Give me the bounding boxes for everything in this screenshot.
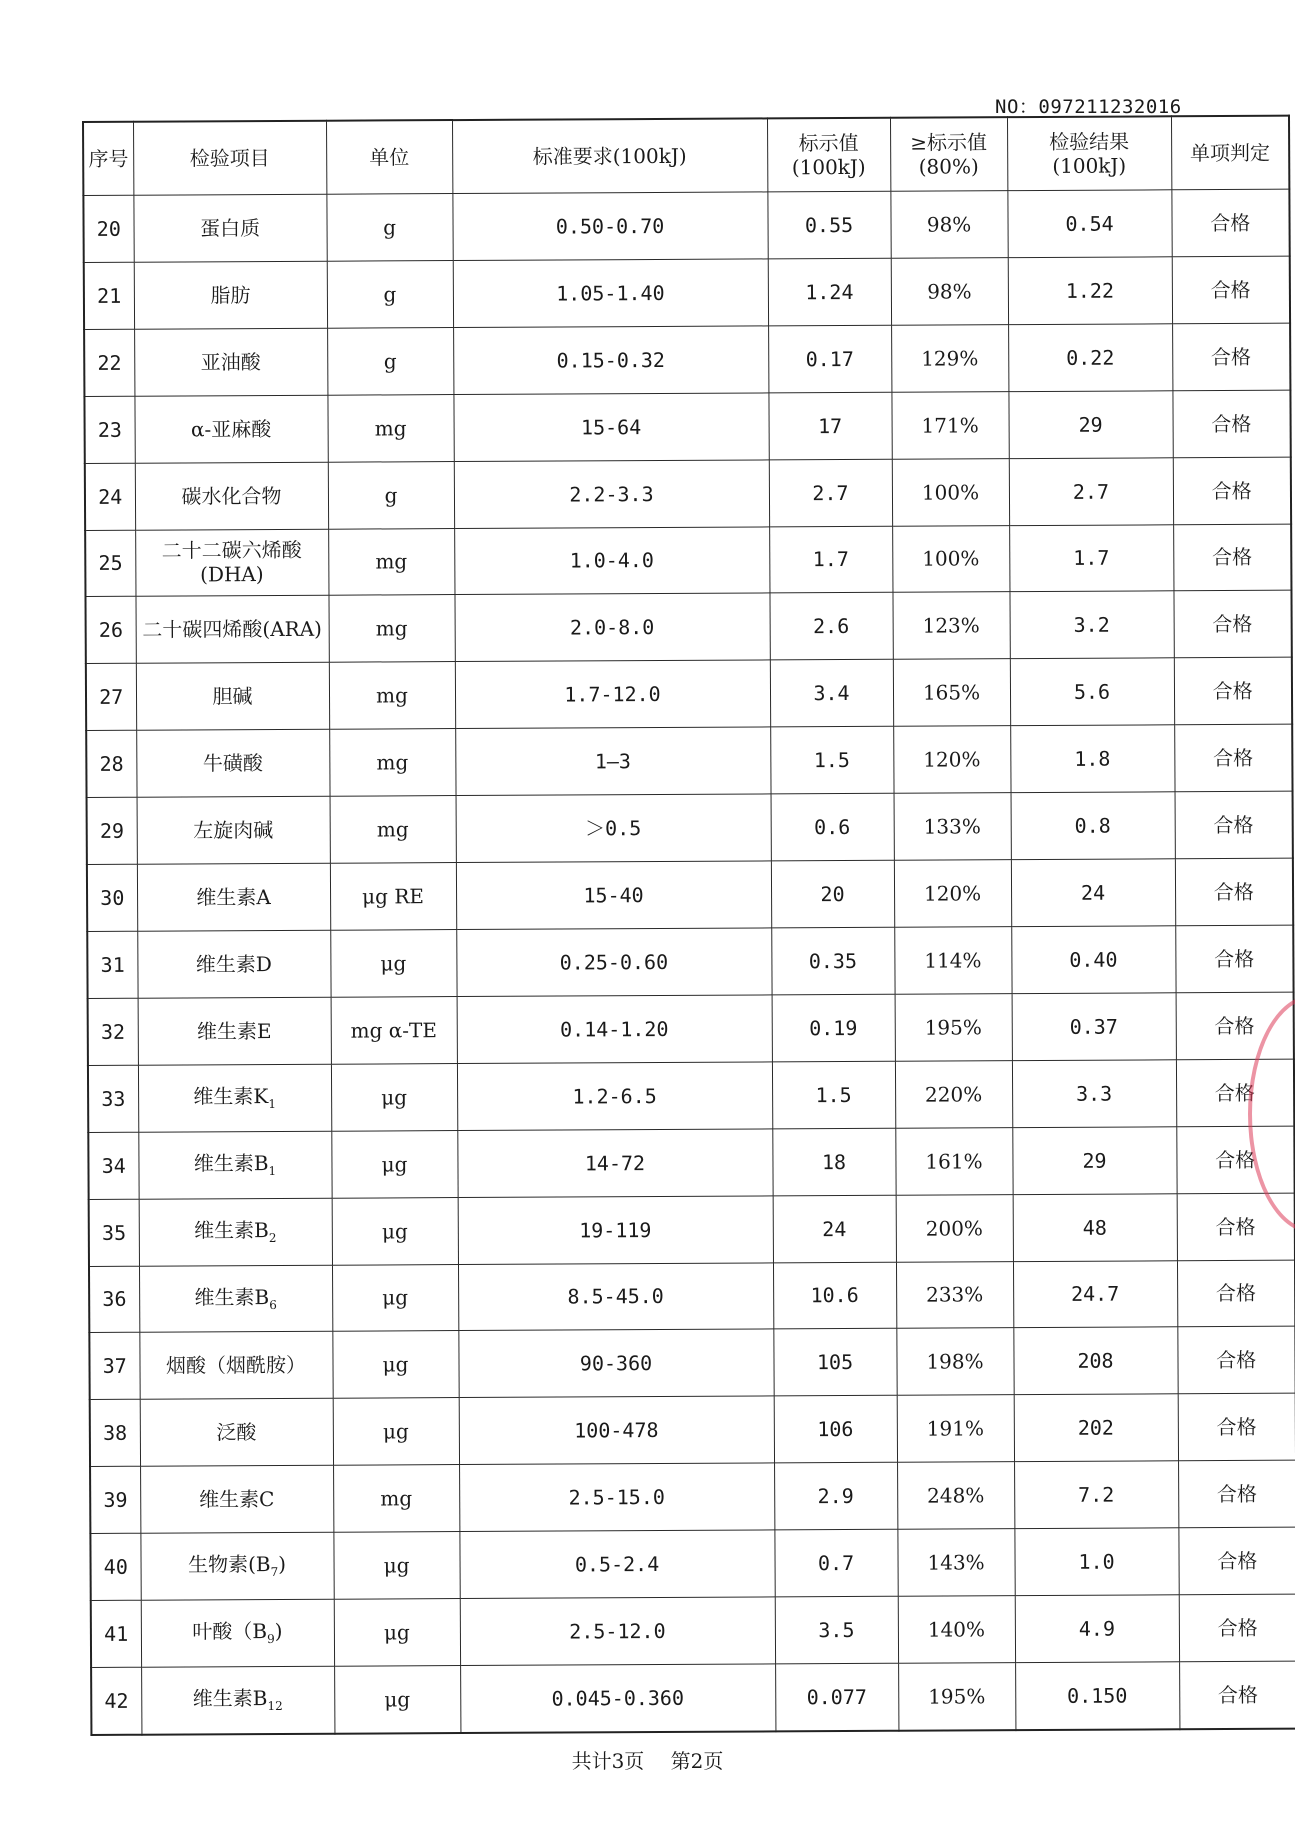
cell-label-value: 18 xyxy=(772,1128,895,1196)
table-row xyxy=(83,189,1289,262)
cell-result: 24 xyxy=(1011,859,1175,927)
item-name: 维生素A xyxy=(196,885,271,910)
cell-result: 0.22 xyxy=(1008,324,1172,392)
table-row xyxy=(88,1059,1294,1132)
header-verdict: 单项判定 xyxy=(1171,116,1289,190)
cell-verdict: 合格 xyxy=(1179,1594,1295,1662)
page-footer xyxy=(0,1745,1295,1774)
cell-unit: mg xyxy=(329,729,455,797)
cell-label-value: 2.6 xyxy=(769,593,892,661)
cell-label-value: 3.5 xyxy=(775,1596,898,1664)
item-name: 亚油酸 xyxy=(200,349,261,375)
cell-item xyxy=(139,1332,332,1400)
header-item: 检验项目 xyxy=(133,121,326,196)
item-name: 二十二碳六烯酸 xyxy=(161,538,302,564)
cell-standard: 0.14-1.20 xyxy=(457,995,772,1064)
item-subscript: 6 xyxy=(269,1297,277,1312)
cell-standard: 15-64 xyxy=(453,393,768,462)
cell-standard: 2.5-15.0 xyxy=(459,1463,774,1532)
cell-standard: 1—3 xyxy=(455,727,770,796)
cell-seq: 42 xyxy=(91,1667,141,1735)
cell-seq: 28 xyxy=(86,730,136,797)
cell-item xyxy=(135,462,328,530)
cell-seq: 39 xyxy=(90,1466,140,1533)
cell-ratio: 195% xyxy=(898,1663,1015,1731)
item-subscript: 12 xyxy=(267,1699,283,1714)
cell-verdict: 合格 xyxy=(1173,457,1291,525)
header-label-value-line2: (100kJ) xyxy=(791,154,866,180)
cell-standard: 19-119 xyxy=(458,1195,773,1264)
table-header-row xyxy=(83,116,1289,196)
header-label-value-line1: 标示值 xyxy=(798,130,859,156)
cell-result: 0.40 xyxy=(1011,926,1175,994)
cell-result: 208 xyxy=(1013,1327,1177,1395)
cell-standard: 100-478 xyxy=(459,1396,774,1465)
item-name-line2: (DHA) xyxy=(200,562,264,587)
cell-standard: 0.5-2.4 xyxy=(459,1530,774,1599)
cell-ratio: 198% xyxy=(896,1328,1013,1396)
cell-result: 48 xyxy=(1013,1193,1177,1261)
cell-result: 0.8 xyxy=(1011,792,1175,860)
cell-seq: 25 xyxy=(85,530,135,597)
item-name: 烟酸（烟酰胺） xyxy=(165,1353,307,1378)
cell-ratio: 114% xyxy=(894,927,1011,995)
table-row xyxy=(90,1460,1295,1533)
header-ratio-line1: ≥标示值 xyxy=(910,130,988,155)
cell-item xyxy=(137,863,330,931)
cell-standard: 0.50-0.70 xyxy=(452,192,767,261)
table-row xyxy=(85,457,1291,530)
cell-ratio: 120% xyxy=(893,726,1010,794)
cell-seq: 27 xyxy=(86,664,136,731)
table-row xyxy=(89,1193,1295,1266)
cell-seq: 26 xyxy=(85,597,135,664)
header-result-line1: 检验结果 xyxy=(1049,129,1130,154)
cell-seq: 22 xyxy=(84,329,134,396)
item-name: 碳水化合物 xyxy=(181,483,282,509)
cell-label-value: 1.7 xyxy=(769,526,892,594)
item-name: 叶酸（B xyxy=(192,1619,268,1644)
cell-unit: mg α-TE xyxy=(331,996,457,1064)
cell-result: 0.150 xyxy=(1015,1662,1179,1730)
item-name: 维生素D xyxy=(195,951,272,977)
cell-label-value: 24 xyxy=(773,1195,896,1263)
cell-result: 24.7 xyxy=(1013,1260,1177,1328)
total-pages: 共计3页 xyxy=(571,1749,645,1773)
item-name: 维生素C xyxy=(199,1487,275,1512)
table-row xyxy=(86,658,1292,731)
header-seq: 序号 xyxy=(83,122,133,196)
table-row xyxy=(90,1527,1295,1600)
cell-seq: 36 xyxy=(89,1266,139,1333)
cell-item xyxy=(135,529,328,597)
cell-seq: 30 xyxy=(87,864,137,931)
cell-verdict: 合格 xyxy=(1172,323,1290,391)
cell-verdict: 合格 xyxy=(1175,858,1293,926)
cell-ratio: 143% xyxy=(897,1529,1014,1597)
cell-verdict: 合格 xyxy=(1171,189,1289,257)
header-result xyxy=(1007,116,1171,190)
cell-seq: 34 xyxy=(88,1132,138,1199)
cell-verdict: 合格 xyxy=(1177,1327,1295,1395)
item-name: 维生素B xyxy=(194,1217,269,1243)
report-number: NO：097211232016 xyxy=(995,96,1182,118)
cell-ratio: 100% xyxy=(892,458,1009,526)
cell-standard: 0.15-0.32 xyxy=(453,326,768,395)
cell-label-value: 20 xyxy=(771,860,894,928)
cell-standard: 15-40 xyxy=(456,861,771,930)
cell-ratio: 161% xyxy=(895,1127,1012,1195)
item-subscript: 1 xyxy=(268,1163,277,1178)
cell-label-value: 1.24 xyxy=(768,258,891,326)
cell-ratio: 133% xyxy=(894,793,1011,861)
cell-result: 2.7 xyxy=(1009,457,1173,525)
cell-ratio: 129% xyxy=(891,324,1008,392)
table-row xyxy=(88,992,1294,1065)
cell-result: 0.54 xyxy=(1007,190,1171,258)
header-standard: 标准要求(100kJ) xyxy=(452,118,767,193)
cell-seq: 32 xyxy=(88,998,138,1065)
table-row xyxy=(86,724,1292,797)
cell-ratio: 98% xyxy=(890,191,1007,259)
header-result-line2: (100kJ) xyxy=(1052,153,1127,178)
cell-item xyxy=(137,796,330,864)
cell-result: 1.7 xyxy=(1009,524,1173,592)
cell-ratio: 200% xyxy=(896,1194,1013,1262)
cell-item xyxy=(140,1399,333,1467)
item-name: 二十碳四烯酸(ARA) xyxy=(142,617,323,643)
cell-result: 1.0 xyxy=(1014,1528,1178,1596)
table-row xyxy=(89,1260,1295,1333)
cell-label-value: 0.077 xyxy=(775,1663,898,1731)
item-subscript: 9 xyxy=(267,1632,275,1647)
table-row xyxy=(88,1126,1294,1199)
cell-label-value: 2.9 xyxy=(774,1462,897,1530)
cell-item xyxy=(141,1666,334,1735)
cell-result: 1.8 xyxy=(1010,725,1174,793)
cell-label-value: 0.6 xyxy=(771,793,894,861)
cell-verdict: 合格 xyxy=(1176,1126,1294,1194)
item-name: 泛酸 xyxy=(216,1420,257,1445)
cell-item xyxy=(140,1465,333,1533)
cell-standard: ＞0.5 xyxy=(456,794,771,863)
cell-seq: 20 xyxy=(83,195,133,262)
cell-verdict: 合格 xyxy=(1172,390,1290,458)
cell-unit: μg xyxy=(333,1398,459,1466)
table-row xyxy=(89,1327,1295,1400)
header-ratio xyxy=(890,117,1007,191)
cell-verdict: 合格 xyxy=(1177,1260,1295,1328)
cell-result: 29 xyxy=(1008,391,1172,459)
cell-ratio: 248% xyxy=(897,1462,1014,1530)
cell-item xyxy=(138,997,331,1065)
cell-seq: 23 xyxy=(84,396,134,463)
cell-label-value: 1.5 xyxy=(770,727,893,795)
cell-seq: 24 xyxy=(85,463,135,530)
cell-seq: 33 xyxy=(88,1065,138,1132)
cell-seq: 40 xyxy=(90,1533,140,1600)
item-subscript: 1 xyxy=(268,1097,276,1112)
cell-standard: 1.2-6.5 xyxy=(457,1062,772,1131)
cell-label-value: 106 xyxy=(774,1396,897,1464)
cell-label-value: 10.6 xyxy=(773,1262,896,1330)
cell-seq: 29 xyxy=(87,797,137,864)
cell-unit: μg xyxy=(331,1063,457,1131)
item-name: 左旋肉碱 xyxy=(193,818,274,843)
cell-ratio: 120% xyxy=(894,860,1011,928)
cell-ratio: 191% xyxy=(897,1395,1014,1463)
cell-seq: 41 xyxy=(91,1600,141,1667)
table-body xyxy=(83,189,1295,1735)
table-row xyxy=(87,925,1293,998)
cell-standard: 2.2-3.3 xyxy=(454,460,769,529)
cell-result: 5.6 xyxy=(1010,658,1174,726)
item-name: 维生素B xyxy=(193,1150,269,1176)
cell-label-value: 0.17 xyxy=(768,325,891,393)
item-subscript: 7 xyxy=(270,1565,279,1580)
cell-item xyxy=(138,1131,331,1199)
cell-seq: 31 xyxy=(87,931,137,998)
cell-ratio: 220% xyxy=(895,1060,1012,1128)
cell-unit: μg RE xyxy=(330,863,456,931)
cell-verdict: 合格 xyxy=(1173,591,1291,659)
item-name: 维生素B xyxy=(194,1284,270,1310)
cell-item xyxy=(138,1064,331,1132)
cell-verdict: 合格 xyxy=(1174,658,1292,726)
table-row xyxy=(85,591,1291,664)
item-name: 脂肪 xyxy=(210,282,251,308)
current-page: 第2页 xyxy=(670,1749,724,1773)
item-name: 维生素B xyxy=(192,1686,268,1711)
cell-verdict: 合格 xyxy=(1175,791,1293,859)
cell-verdict: 合格 xyxy=(1174,724,1292,792)
item-name: 牛磺酸 xyxy=(202,751,263,776)
cell-label-value: 105 xyxy=(773,1329,896,1397)
item-subscript: 2 xyxy=(268,1230,277,1245)
cell-standard: 2.0-8.0 xyxy=(454,593,769,662)
item-name: 蛋白质 xyxy=(200,216,261,241)
cell-result: 29 xyxy=(1012,1126,1176,1194)
cell-unit: mg xyxy=(330,796,456,864)
cell-ratio: 98% xyxy=(891,258,1008,326)
cell-result: 3.3 xyxy=(1012,1060,1176,1128)
cell-label-value: 2.7 xyxy=(769,459,892,527)
table-row xyxy=(84,256,1290,329)
cell-verdict: 合格 xyxy=(1173,524,1291,592)
table-row xyxy=(90,1393,1295,1466)
cell-ratio: 100% xyxy=(892,525,1009,593)
cell-item xyxy=(133,194,326,262)
cell-unit: μg xyxy=(333,1532,459,1600)
table-row xyxy=(84,323,1290,396)
cell-standard: 2.5-12.0 xyxy=(460,1597,775,1666)
cell-ratio: 165% xyxy=(893,659,1010,727)
header-ratio-line2: (80%) xyxy=(918,154,979,179)
cell-label-value: 0.7 xyxy=(774,1529,897,1597)
cell-unit: mg xyxy=(327,394,453,462)
cell-label-value: 3.4 xyxy=(770,660,893,728)
item-name: 生物素(B xyxy=(188,1552,271,1577)
cell-label-value: 17 xyxy=(768,392,891,460)
cell-item xyxy=(134,328,327,396)
inspection-table xyxy=(82,115,1295,1736)
header-label-value xyxy=(767,118,890,192)
cell-standard: 0.25-0.60 xyxy=(456,928,771,997)
cell-item xyxy=(139,1198,332,1266)
cell-ratio: 171% xyxy=(891,391,1008,459)
table-row xyxy=(91,1594,1295,1667)
cell-standard: 90-360 xyxy=(458,1329,773,1398)
cell-label-value: 0.19 xyxy=(772,994,895,1062)
cell-result: 1.22 xyxy=(1008,257,1172,325)
cell-item xyxy=(135,596,328,664)
cell-unit: μg xyxy=(332,1197,458,1265)
cell-unit: mg xyxy=(328,595,454,663)
cell-verdict: 合格 xyxy=(1175,925,1293,993)
item-name: 胆碱 xyxy=(212,684,253,709)
cell-verdict: 合格 xyxy=(1178,1460,1295,1528)
cell-item xyxy=(136,663,329,731)
cell-verdict: 合格 xyxy=(1176,992,1294,1060)
cell-ratio: 195% xyxy=(895,994,1012,1062)
item-suffix: ) xyxy=(274,1619,283,1644)
cell-seq: 38 xyxy=(90,1400,140,1467)
cell-item xyxy=(137,930,330,998)
cell-verdict: 合格 xyxy=(1177,1193,1295,1261)
cell-unit: g xyxy=(328,461,454,529)
cell-seq: 21 xyxy=(84,262,134,329)
cell-result: 0.37 xyxy=(1012,993,1176,1061)
report-sheet xyxy=(82,115,1270,1736)
cell-result: 4.9 xyxy=(1015,1595,1179,1663)
cell-unit: μg xyxy=(332,1264,458,1332)
cell-unit: μg xyxy=(332,1331,458,1399)
cell-verdict: 合格 xyxy=(1178,1393,1295,1461)
cell-verdict: 合格 xyxy=(1179,1661,1295,1729)
cell-ratio: 140% xyxy=(898,1596,1015,1664)
table-row xyxy=(87,858,1293,931)
cell-unit: mg xyxy=(333,1465,459,1533)
table-row xyxy=(85,524,1291,597)
table-row xyxy=(84,390,1290,463)
cell-verdict: 合格 xyxy=(1176,1059,1294,1127)
cell-unit: g xyxy=(326,194,452,262)
cell-item xyxy=(136,729,329,797)
cell-standard: 1.0-4.0 xyxy=(454,526,769,595)
cell-result: 3.2 xyxy=(1009,591,1173,659)
cell-standard: 1.05-1.40 xyxy=(453,259,768,328)
cell-unit: g xyxy=(327,327,453,395)
cell-standard: 0.045-0.360 xyxy=(460,1664,775,1733)
cell-seq: 37 xyxy=(89,1333,139,1400)
cell-unit: μg xyxy=(334,1599,460,1667)
cell-ratio: 123% xyxy=(892,592,1009,660)
cell-verdict: 合格 xyxy=(1178,1527,1295,1595)
cell-item xyxy=(141,1599,334,1667)
cell-unit: μg xyxy=(331,1130,457,1198)
item-suffix: ) xyxy=(278,1552,287,1577)
cell-label-value: 1.5 xyxy=(772,1061,895,1129)
cell-label-value: 0.35 xyxy=(771,927,894,995)
table-row xyxy=(87,791,1293,864)
cell-seq: 35 xyxy=(89,1199,139,1266)
cell-label-value: 0.55 xyxy=(767,191,890,259)
cell-unit: g xyxy=(327,260,453,328)
item-name: 维生素K xyxy=(193,1084,269,1109)
cell-unit: μg xyxy=(334,1665,460,1733)
header-unit: 单位 xyxy=(326,120,452,194)
cell-standard: 1.7-12.0 xyxy=(455,660,770,729)
item-name: 维生素E xyxy=(196,1018,272,1044)
cell-verdict: 合格 xyxy=(1172,256,1290,324)
cell-standard: 14-72 xyxy=(457,1129,772,1198)
cell-item xyxy=(139,1265,332,1333)
cell-item xyxy=(134,261,327,329)
cell-unit: μg xyxy=(330,930,456,998)
table-row xyxy=(91,1661,1295,1735)
item-name: α-亚麻酸 xyxy=(190,416,272,442)
cell-item xyxy=(134,395,327,463)
cell-unit: mg xyxy=(328,528,454,596)
cell-ratio: 233% xyxy=(896,1261,1013,1329)
cell-result: 7.2 xyxy=(1014,1461,1178,1529)
cell-item xyxy=(140,1532,333,1600)
cell-unit: mg xyxy=(329,662,455,730)
cell-result: 202 xyxy=(1014,1394,1178,1462)
cell-standard: 8.5-45.0 xyxy=(458,1262,773,1331)
